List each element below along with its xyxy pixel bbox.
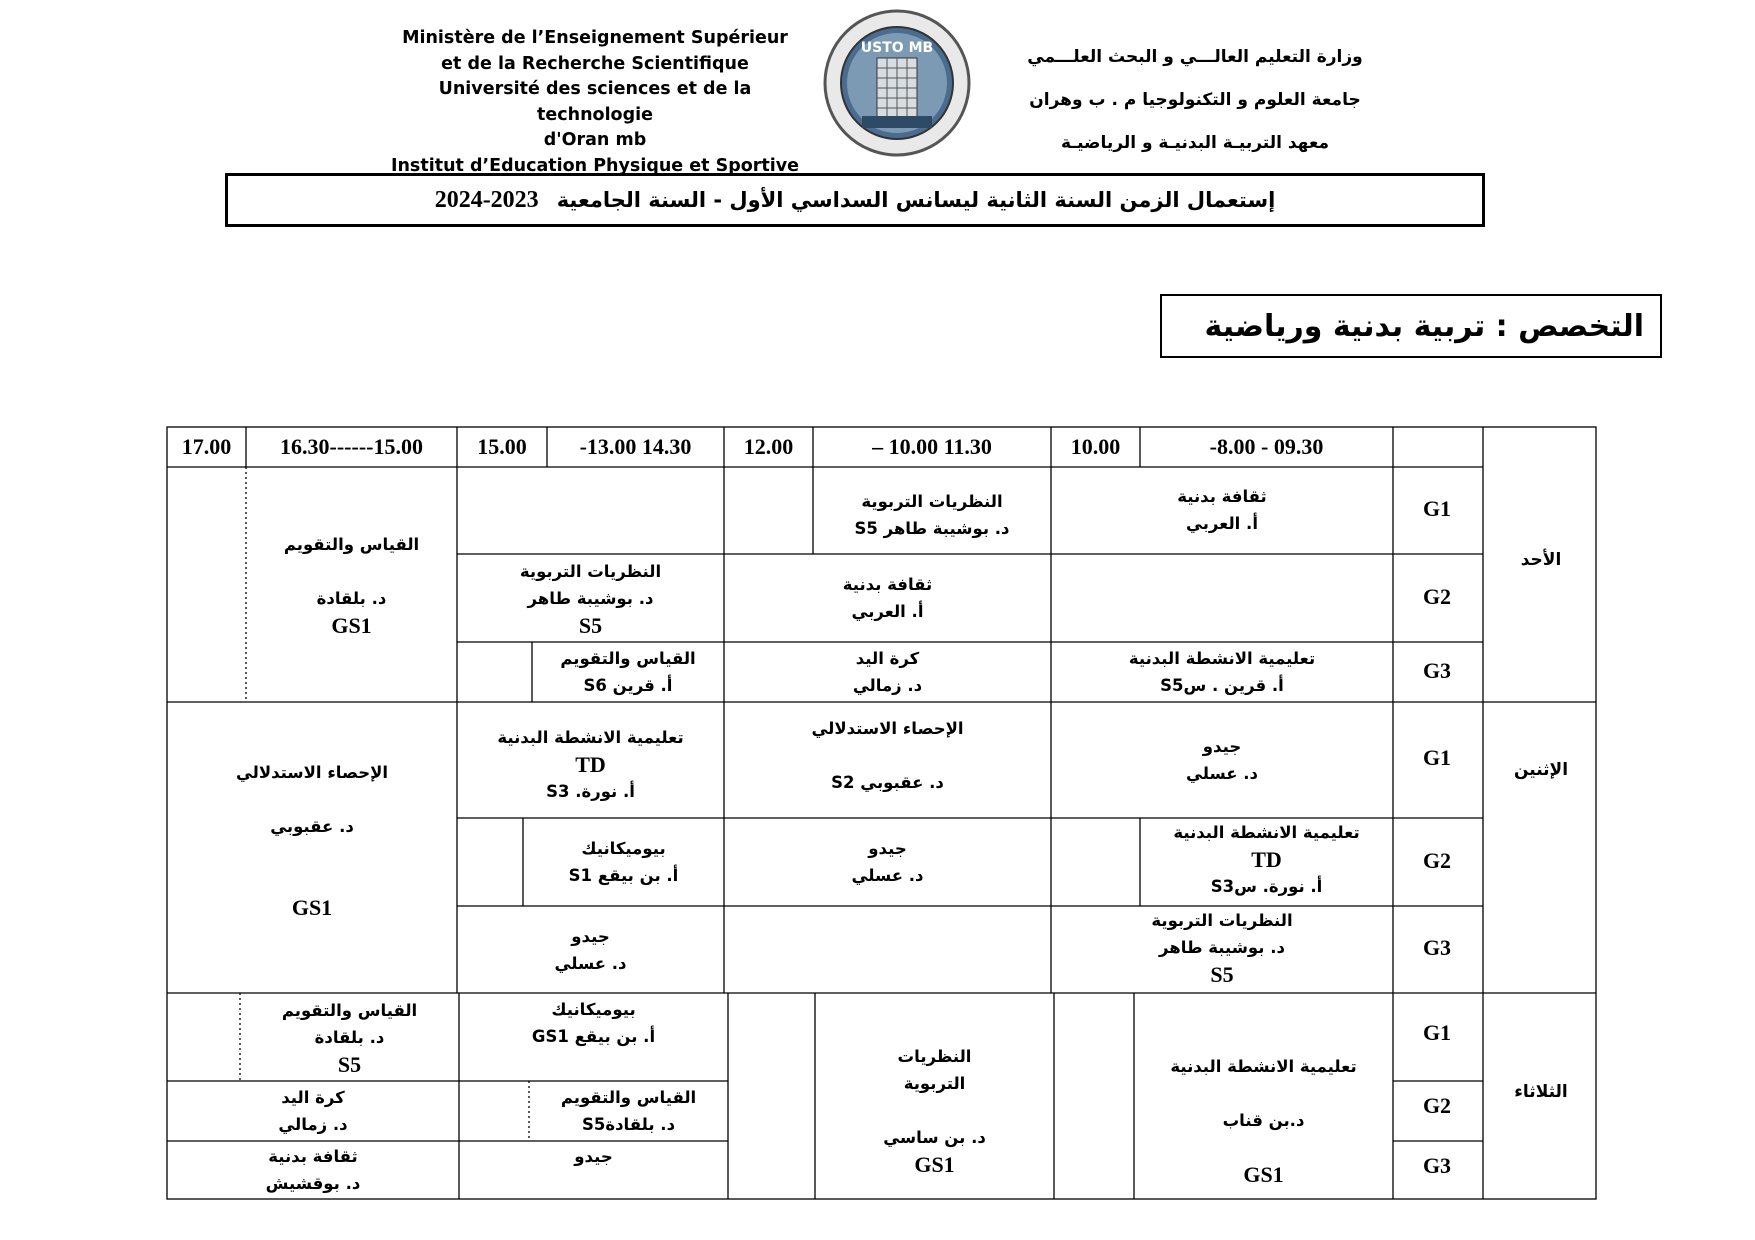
french-header-line: d'Oran mb: [543, 130, 647, 150]
session-cell: جيدو د. عسلي: [1186, 737, 1258, 783]
group-label: G2: [1422, 1093, 1452, 1118]
time-header: -8.00 - 09.30: [1209, 434, 1324, 459]
session-cell: كرة اليد د. زمالي: [278, 1088, 348, 1134]
session-cell: ثقافة بدنية د. بوقشيش: [265, 1147, 361, 1193]
session-cell: جيدو د. عسلي: [851, 839, 924, 885]
day-label-sunday: الأحد: [1520, 550, 1562, 570]
arabic-header-line: جامعة العلوم و التكنولوجيا م . ب وهران: [1029, 90, 1361, 110]
session-cell: القياس والتقويم د. بلقادةS5: [560, 1088, 697, 1134]
session-cell: النظريات التربوية د. بوشيبة طاهر S5: [519, 561, 662, 638]
session-cell: بيوميكانيك أ. بن بيقع S1: [568, 839, 679, 885]
group-label: G3: [1422, 1153, 1452, 1178]
session-cell: الإحصاء الاستدلالي د. عقبوبي S2: [811, 718, 964, 792]
logo-text: USTO MB: [860, 40, 934, 56]
session-cell: جيدو د. عسلي: [554, 927, 627, 973]
title-text: إستعمال الزمن السنة الثانية ليسانس السداسي الأول - السنة الجامعية: [556, 188, 1276, 212]
session-cell: ثقافة بدنية أ. العربي: [842, 575, 933, 621]
session-cell: ثقافة بدنية أ. العربي: [1177, 487, 1267, 533]
group-label: G1: [1422, 496, 1452, 521]
time-header: 15.00: [477, 434, 527, 459]
day-label-monday: الإثنين: [1513, 760, 1569, 780]
time-header: – 10.00 11.30: [872, 434, 992, 459]
group-label: G1: [1422, 1020, 1452, 1045]
session-cell: النظريات التربوية د. بن ساسي GS1: [883, 1046, 986, 1177]
group-label: G3: [1422, 935, 1452, 960]
time-header: -13.00 14.30: [579, 434, 692, 459]
time-header: 10.00: [1070, 434, 1121, 459]
group-label: G3: [1422, 658, 1452, 683]
session-cell: تعليمية الانشطة البدنية TD أ. نورة. S3: [497, 727, 684, 801]
specialty-label: التخصص : تربية بدنية ورياضية: [1204, 308, 1644, 344]
session-cell: القياس والتقويم د. بلقادة S5: [281, 1000, 418, 1077]
time-header: 12.00: [743, 434, 794, 459]
french-header-line: Institut d’Education Physique et Sportive: [390, 155, 800, 176]
arabic-header-line: وزارة التعليم العالـــي و البحث العلـــمي: [1027, 47, 1363, 67]
academic-year: 2024-2023: [434, 186, 539, 213]
french-header-line: et de la Recherche Scientifique: [441, 53, 749, 74]
session-cell: تعليمية الانشطة البدنية د.بن قناب GS1: [1170, 1056, 1357, 1187]
group-label: G2: [1422, 848, 1452, 873]
group-label: G2: [1422, 584, 1452, 609]
session-cell: كرة اليد د. زمالي: [852, 649, 923, 695]
session-cell: القياس والتقويم أ. قرين S6: [560, 649, 696, 695]
session-cell: القياس والتقويم د. بلقادة GS1: [283, 535, 420, 638]
session-cell: النظريات التربوية د. بوشيبة طاهر S5: [1151, 910, 1293, 987]
french-header-line: Ministère de l’Enseignement Supérieur: [402, 28, 788, 48]
session-cell: تعليمية الانشطة البدنية TD أ. نورة. سS3: [1173, 822, 1360, 896]
session-cell: النظريات التربوية د. بوشيبة طاهر S5: [854, 492, 1010, 538]
group-label: G1: [1422, 745, 1452, 770]
french-header-line: Université des sciences et de la technologie: [438, 79, 752, 125]
session-cell: تعليمية الانشطة البدنية أ. قرين . سS5: [1128, 649, 1316, 695]
session-cell: جيدو: [574, 1146, 613, 1166]
time-header: 16.30------15.00: [280, 434, 423, 459]
time-header: 17.00: [181, 434, 232, 459]
day-label-tuesday: الثلاثاء: [1514, 1082, 1568, 1102]
session-cell: بيوميكانيك أ. بن بيقع GS1: [531, 1000, 656, 1046]
session-cell: الإحصاء الاستدلالي د. عقبوبي GS1: [235, 763, 389, 920]
arabic-header-line: معهد التربيـة البدنيـة و الرياضيـة: [1060, 133, 1330, 153]
